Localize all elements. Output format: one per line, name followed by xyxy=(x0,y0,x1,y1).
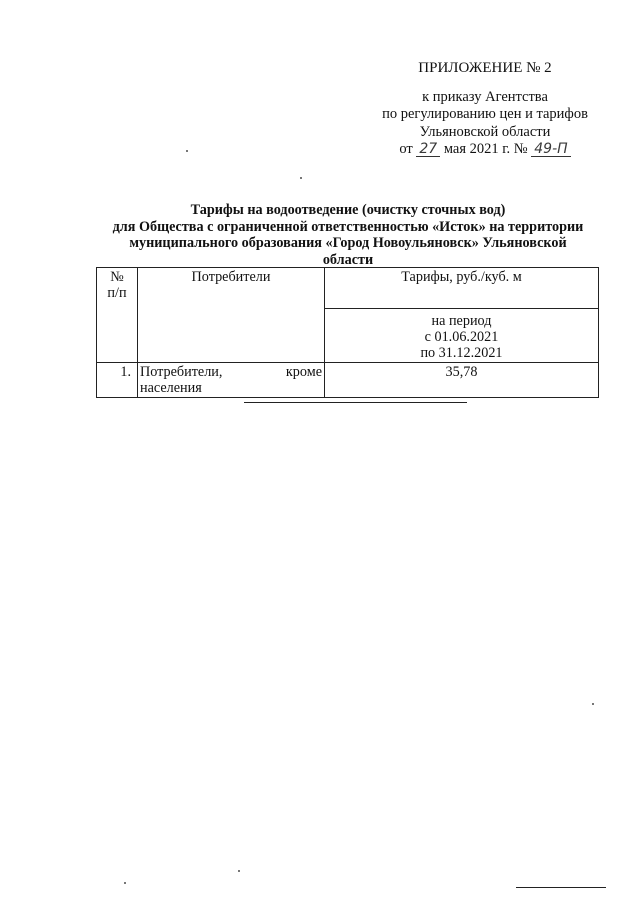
consumer-first-line xyxy=(140,364,322,380)
header-consumers-cell: Потребители xyxy=(138,268,325,363)
handwritten-order-number: 49-П xyxy=(531,142,570,157)
table-header-row xyxy=(97,268,599,309)
scan-speck xyxy=(186,150,188,152)
scan-speck xyxy=(124,882,126,884)
order-reference-line3: Ульяновской области xyxy=(419,123,551,140)
row-tariff-cell: 35,78 xyxy=(325,363,599,398)
period-cell xyxy=(325,309,599,363)
title-line2: для Общества с ограниченной ответственностью «Исток» на территории xyxy=(112,218,584,235)
title-line3: муниципального образования «Город Новоульяновск» Ульяновской xyxy=(129,235,567,251)
appendix-header xyxy=(360,60,610,159)
title-line4: области xyxy=(322,251,374,268)
period-start: с 01.06.2021 xyxy=(424,329,499,345)
handwritten-day: 27 xyxy=(416,142,440,157)
scan-speck xyxy=(592,703,594,705)
end-of-table-rule xyxy=(244,402,467,403)
title-line1: Тарифы на водоотведение (очистку сточных вод) xyxy=(190,202,506,218)
document-title xyxy=(96,202,600,268)
footer-rule xyxy=(516,887,606,888)
date-rest: мая 2021 г. № xyxy=(443,141,528,157)
row-consumer-cell xyxy=(138,363,325,398)
appendix-title: ПРИЛОЖЕНИЕ № 2 xyxy=(418,60,552,76)
scan-speck xyxy=(238,870,240,872)
order-reference-line1: к приказу Агентства xyxy=(422,88,548,105)
consumer-word-3: населения xyxy=(140,380,202,396)
header-number-cell xyxy=(97,268,138,363)
order-reference-line2: по регулированию цен и тарифов xyxy=(382,106,588,122)
date-prefix: от xyxy=(399,141,413,157)
scan-speck xyxy=(300,177,302,179)
consumer-word-2: кроме xyxy=(285,364,322,380)
period-label: на период xyxy=(431,313,492,329)
header-tariffs-cell: Тарифы, руб./куб. м xyxy=(325,268,599,309)
consumer-word-1: Потребители, xyxy=(140,364,223,380)
period-end: по 31.12.2021 xyxy=(420,345,503,361)
table-row xyxy=(97,363,599,398)
header-number-symbol: № xyxy=(110,269,124,285)
order-date-line xyxy=(360,141,610,159)
row-number-cell: 1. xyxy=(97,363,138,398)
header-number-abbr: п/п xyxy=(107,285,127,301)
tariff-table xyxy=(96,267,599,398)
